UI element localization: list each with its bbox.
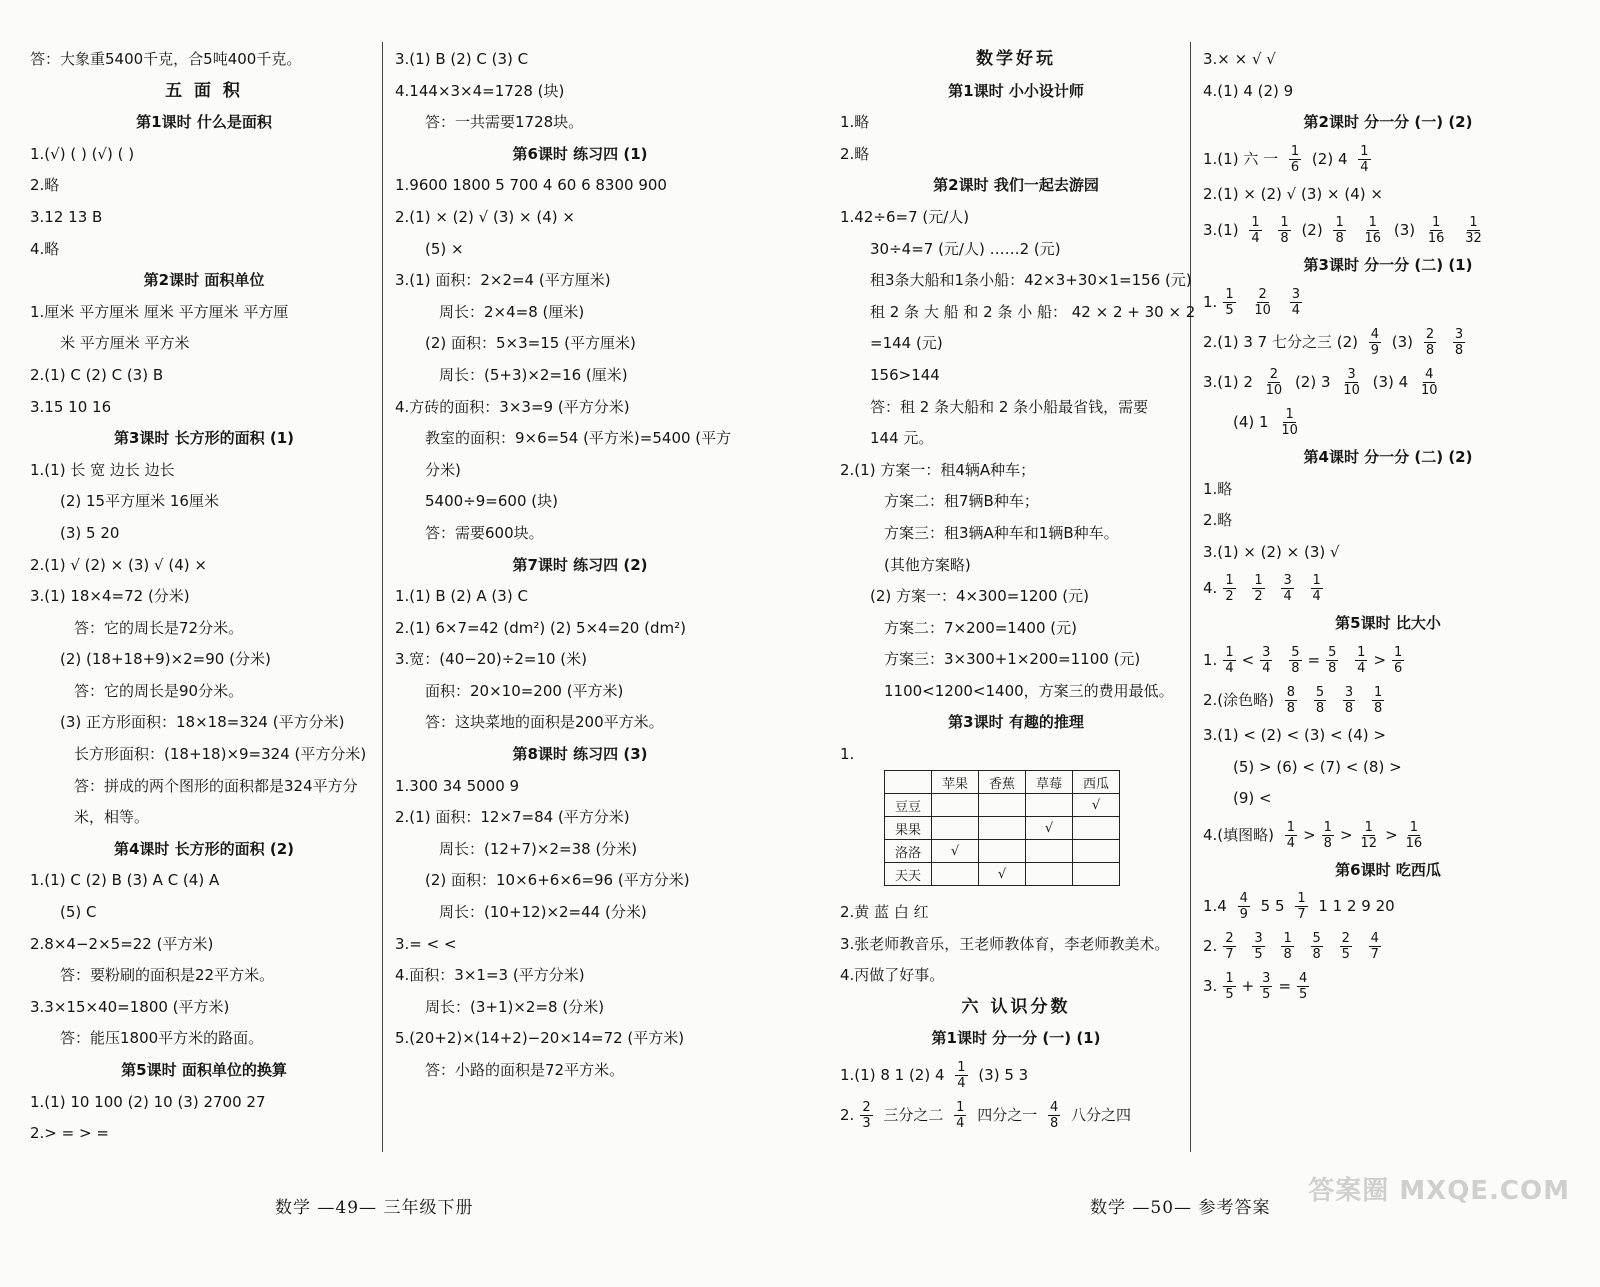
answer-line: (5) > (6) < (7) < (8) > [1233, 757, 1402, 776]
fraction: $\frac{5}{8}$ [1291, 644, 1300, 676]
fraction: $\frac{1}{5}$ [1225, 971, 1234, 1003]
table-header-cell: 西瓜 [1073, 771, 1120, 794]
answer-line: 1.42÷6=7 (元/人) [840, 207, 970, 226]
table-cell [1073, 863, 1120, 886]
fraction: $\frac{1}{32}$ [1465, 215, 1482, 247]
section-heading: 数学好玩 [976, 49, 1056, 69]
fraction: $\frac{3}{4}$ [1262, 644, 1271, 676]
section-heading: 第7课时 练习四 (2) [512, 555, 648, 574]
answer-line: 答：能压1800平方米的路面。 [60, 1029, 264, 1048]
section-heading: 第3课时 长方形的面积 (1) [113, 429, 295, 448]
answer-line: 1. $\frac{1}{4}$ < $\frac{3}{4}$ $\frac{5}{8}$ = $\frac{5}{8}$ $\frac{1}{4}$ > $\frac{1}{6}$ [1203, 644, 1403, 676]
answer-line: 3.15 10 16 [30, 397, 112, 416]
answer-line: 答：一共需要1728块。 [425, 113, 584, 132]
fraction: $\frac{4}{7}$ [1370, 931, 1379, 963]
fraction: $\frac{2}{8}$ [1425, 326, 1435, 358]
answer-line: 4.方砖的面积：3×3=9 (平方分米) [395, 397, 630, 416]
answer-line: 答：需要600块。 [425, 523, 544, 542]
answer-line: (4) 1 $\frac{1}{10}$ [1233, 406, 1298, 438]
answer-line: 答：它的周长是72分米。 [74, 618, 244, 637]
fraction: $\frac{1}{6}$ [1394, 644, 1403, 676]
answer-line: 长方形面积：(18+18)×9=324 (平方分米) [74, 745, 367, 764]
answer-line: 答：小路的面积是72平方米。 [425, 1061, 625, 1079]
table-cell [979, 794, 1026, 817]
answer-line: 1. [840, 745, 855, 764]
fraction: $\frac{1}{4}$ [1312, 573, 1321, 605]
column-3 [840, 44, 1196, 1135]
table-cell [932, 863, 979, 886]
section-heading: 第8课时 练习四 (3) [512, 745, 648, 764]
section-heading: 第2课时 分一分 (一) (2) [1303, 113, 1473, 132]
fraction: $\frac{1}{16}$ [1405, 819, 1423, 851]
answer-line: (2) 面积：5×3=15 (平方厘米) [425, 334, 636, 353]
answer-line: 答：租 2 条大船和 2 条小船最省钱，需要 [870, 397, 1149, 416]
answer-line: (其他方案略) [884, 555, 971, 574]
answer-line: 1.(1) 长 宽 边长 边长 [30, 460, 175, 479]
answer-line: 2.> = > = [30, 1124, 109, 1143]
section-heading: 第5课时 面积单位的换算 [121, 1061, 287, 1079]
table-cell: 天天 [885, 863, 932, 886]
answer-line: 4.面积：3×1=3 (平方分米) [395, 966, 585, 985]
table-cell: 果果 [885, 817, 932, 840]
logic-table [884, 770, 1120, 886]
fraction: $\frac{4}{9}$ [1370, 326, 1380, 358]
table-header-cell [885, 771, 932, 794]
table-cell [1073, 817, 1120, 840]
fraction: $\frac{5}{8}$ [1328, 644, 1337, 676]
fraction: $\frac{3}{5}$ [1262, 971, 1271, 1003]
answer-line: 3.(1) $\frac{1}{4}$ $\frac{1}{8}$ (2) $\frac{1}{8}$ $\frac{1}{16}$ (3) $\frac{1}{16}$ $\frac{1}{32}$ [1203, 215, 1482, 247]
answer-line: 方案三：3×300+1×200=1100 (元) [884, 650, 1141, 669]
answer-line: 2.(1) 方案一：租4辆A种车； [840, 460, 1036, 479]
table-cell [1026, 863, 1073, 886]
table-header-cell: 香蕉 [979, 771, 1026, 794]
fraction: $\frac{4}{9}$ [1239, 891, 1248, 923]
table-cell [979, 817, 1026, 840]
answer-line: (5) C [60, 903, 97, 922]
answer-line: 3.宽：(40−20)÷2=10 (米) [395, 650, 587, 669]
table-row [885, 794, 1120, 817]
footer-left: 数学 —49— 三年级下册 [275, 1198, 474, 1218]
fraction: $\frac{1}{4}$ [957, 1060, 966, 1091]
answer-line: 144 元。 [870, 429, 934, 448]
answer-line: 3.12 13 B [30, 207, 103, 226]
answer-line: 周长：(5+3)×2=16 (厘米) [439, 365, 628, 384]
table-header-cell: 草莓 [1026, 771, 1073, 794]
answer-line: 方案三：租3辆A种车和1辆B种车。 [884, 523, 1119, 542]
table-cell: 豆豆 [885, 794, 932, 817]
fraction: $\frac{1}{4}$ [1357, 644, 1366, 676]
answer-line: 1. $\frac{1}{5}$ $\frac{2}{10}$ $\frac{3}{4}$ [1203, 286, 1300, 318]
answer-line: 1.略 [1203, 479, 1233, 498]
table-row [885, 863, 1120, 886]
answer-line: 3.(1) 2 $\frac{2}{10}$ (2) 3 $\frac{3}{10}$ (3) 4 $\frac{4}{10}$ [1203, 366, 1438, 398]
fraction: $\frac{1}{5}$ [1225, 286, 1234, 318]
answer-line: (2) (18+18+9)×2=90 (分米) [60, 650, 271, 669]
answer-line: 3.(1) 18×4=72 (分米) [30, 587, 190, 606]
answer-line: 1.(1) 8 1 (2) 4 $\frac{1}{4}$ (3) 5 3 [840, 1060, 1029, 1091]
answer-line: 4. $\frac{1}{2}$ $\frac{1}{2}$ $\frac{3}{4}$ $\frac{1}{4}$ [1203, 573, 1321, 605]
answer-line: (2) 面积：10×6+6×6=96 (平方分米) [425, 871, 690, 890]
answer-line: 周长：(12+7)×2=38 (分米) [439, 839, 638, 858]
answer-line: 2. $\frac{2}{3}$ 三分之二 $\frac{1}{4}$ 四分之一 $\frac{4}{8}$ 八分之四 [840, 1100, 1132, 1131]
answer-line: 2. $\frac{2}{7}$ $\frac{3}{5}$ $\frac{1}{8}$ $\frac{5}{8}$ $\frac{2}{5}$ $\frac{4}{7}$ [1203, 931, 1379, 963]
answer-line: 3.(1) < (2) < (3) < (4) > [1203, 725, 1386, 744]
answer-line: 2.黄 蓝 白 红 [840, 903, 929, 922]
answer-line: (2) 15平方厘米 16厘米 [60, 492, 219, 511]
fraction: $\frac{1}{8}$ [1335, 215, 1344, 247]
fraction: $\frac{4}{10}$ [1420, 366, 1438, 398]
fraction: $\frac{1}{2}$ [1254, 573, 1263, 605]
answer-line: 2.(1) √ (2) × (3) √ (4) × [30, 555, 207, 574]
answer-line: 3.3×15×40=1800 (平方米) [30, 997, 230, 1016]
table-cell: √ [1026, 817, 1073, 840]
answer-line: 3.(1) B (2) C (3) C [395, 50, 529, 68]
answer-line: 米，相等。 [74, 808, 150, 827]
answer-line: 1.(1) C (2) B (3) A C (4) A [30, 871, 220, 890]
answer-line: 4.丙做了好事。 [840, 966, 945, 985]
answer-line: (2) 方案一：4×300=1200 (元) [870, 587, 1089, 606]
column-2 [395, 44, 765, 1087]
column-4 [1203, 44, 1573, 1006]
fraction: $\frac{1}{10}$ [1281, 406, 1298, 438]
section-heading: 第4课时 分一分 (二) (2) [1303, 447, 1473, 466]
fraction: $\frac{8}{8}$ [1286, 684, 1296, 716]
fraction: $\frac{1}{12}$ [1360, 819, 1378, 851]
table-cell [1073, 840, 1120, 863]
column-divider-left [382, 42, 383, 1152]
section-heading: 第1课时 分一分 (一) (1) [931, 1029, 1101, 1048]
answer-line: 答：拼成的两个图形的面积都是324平方分 [74, 776, 358, 795]
fraction: $\frac{1}{2}$ [1225, 573, 1234, 605]
fraction: $\frac{1}{8}$ [1373, 684, 1383, 716]
fraction: $\frac{2}{10}$ [1265, 366, 1283, 398]
fraction: $\frac{2}{5}$ [1341, 931, 1350, 963]
answer-line: 周长：(3+1)×2=8 (分米) [425, 997, 605, 1016]
fraction: $\frac{2}{7}$ [1225, 931, 1234, 963]
answer-line: 2.(1) 6×7=42 (dm²) (2) 5×4=20 (dm²) [395, 618, 686, 637]
answer-line: 1100<1200<1400，方案三的费用最低。 [884, 681, 1174, 700]
table-cell: √ [1073, 794, 1120, 817]
answer-line: 3. $\frac{1}{5}$ + $\frac{3}{5}$ = $\frac{4}{5}$ [1203, 971, 1308, 1003]
section-heading: 第3课时 分一分 (二) (1) [1303, 256, 1473, 275]
answer-line: (3) 正方形面积：18×18=324 (平方分米) [60, 713, 345, 732]
answer-line: 2.(1) 3 7 七分之三 (2) $\frac{4}{9}$ (3) $\frac{2}{8}$ $\frac{3}{8}$ [1203, 326, 1464, 358]
section-heading: 第2课时 面积单位 [143, 271, 265, 290]
fraction: $\frac{3}{10}$ [1343, 366, 1360, 398]
answer-line: 2.(1) C (2) C (3) B [30, 365, 164, 384]
fraction: $\frac{1}{8}$ [1283, 931, 1292, 963]
section-heading: 第6课时 练习四 (1) [512, 144, 648, 163]
answer-line: 1.4 $\frac{4}{9}$ 5 5 $\frac{1}{7}$ 1 1 2 9 20 [1203, 891, 1395, 923]
answer-line: 4.(1) 4 (2) 9 [1203, 81, 1294, 100]
answer-line: 3.(1) 面积：2×2=4 (平方厘米) [395, 271, 611, 290]
answer-line: 答：要粉刷的面积是22平方米。 [60, 966, 275, 985]
answer-line: 周长：2×4=8 (厘米) [439, 302, 585, 321]
table-cell: √ [932, 840, 979, 863]
fraction: $\frac{3}{8}$ [1344, 684, 1354, 716]
answer-line: 2.(涂色略) $\frac{8}{8}$ $\frac{5}{8}$ $\frac{3}{8}$ $\frac{1}{8}$ [1203, 684, 1383, 716]
table-cell [1026, 840, 1073, 863]
table-cell [932, 794, 979, 817]
answer-line: 租 2 条 大 船 和 2 条 小 船： 42 × 2 + 30 × 2 [870, 302, 1196, 321]
section-heading: 第1课时 什么是面积 [136, 113, 272, 132]
fraction: $\frac{1}{4}$ [1225, 644, 1234, 676]
answer-line: 3.张老师教音乐，王老师教体育，李老师教美术。 [840, 934, 1170, 953]
answer-line: (9) < [1233, 789, 1272, 808]
answer-line: 4.144×3×4=1728 (块) [395, 81, 565, 100]
answer-line: 租3条大船和1条小船：42×3+30×1=156 (元) [870, 271, 1192, 290]
table-cell [932, 817, 979, 840]
table-cell: 洛洛 [885, 840, 932, 863]
fraction: $\frac{2}{3}$ [862, 1100, 871, 1131]
answer-line: 1.(√) ( ) (√) ( ) [30, 144, 135, 163]
answer-line: 答：大象重5400千克，合5吨400千克。 [30, 50, 302, 68]
answer-line: 4.略 [30, 239, 60, 258]
answer-line: 教室的面积：9×6=54 (平方米)=5400 (平方 [425, 429, 732, 448]
fraction: $\frac{5}{8}$ [1315, 684, 1325, 716]
answer-line: 方案二：租7辆B种车； [884, 492, 1039, 511]
fraction: $\frac{1}{8}$ [1323, 819, 1332, 851]
fraction: $\frac{1}{6}$ [1290, 143, 1300, 175]
answer-line: 1.(1) 10 100 (2) 10 (3) 2700 27 [30, 1092, 266, 1111]
watermark-logo: 答案圈 MXQE.COM [1308, 1176, 1570, 1206]
answer-line: 5400÷9=600 (块) [425, 492, 558, 511]
answer-line: 1.略 [840, 113, 870, 132]
section-heading: 第1课时 小小设计师 [948, 81, 1084, 100]
answer-line: 2.略 [840, 144, 870, 163]
answer-line: 30÷4=7 (元/人) ……2 (元) [870, 239, 1061, 258]
section-heading: 第6课时 吃西瓜 [1335, 860, 1441, 879]
section-heading: 第4课时 长方形的面积 (2) [113, 839, 295, 858]
fraction: $\frac{1}{4}$ [1251, 215, 1260, 247]
table-cell [979, 840, 1026, 863]
fraction: $\frac{3}{5}$ [1254, 931, 1263, 963]
answer-line: 1.300 34 5000 9 [395, 776, 520, 795]
answer-line: 面积：20×10=200 (平方米) [425, 681, 624, 700]
table-row [885, 840, 1120, 863]
fraction: $\frac{4}{8}$ [1049, 1100, 1059, 1131]
section-heading: 五 面 积 [165, 80, 243, 101]
section-heading: 第2课时 我们一起去游园 [933, 176, 1099, 195]
answer-line: (5) × [425, 239, 464, 258]
table-cell [1026, 794, 1073, 817]
answer-line: 2.(1) 面积：12×7=84 (平方分米) [395, 808, 630, 827]
fraction: $\frac{3}{4}$ [1283, 573, 1292, 605]
section-heading: 第5课时 比大小 [1335, 614, 1441, 633]
answer-line: 分米) [425, 460, 461, 479]
answer-line: (3) 5 20 [60, 523, 120, 542]
answer-line: 1.(1) B (2) A (3) C [395, 587, 528, 606]
answer-line: 2.略 [1203, 511, 1233, 530]
fraction: $\frac{1}{16}$ [1364, 215, 1382, 247]
answer-line: 2.(1) × (2) √ (3) × (4) × [395, 207, 575, 226]
answer-line: 3.= < < [395, 934, 457, 953]
footer-right: 数学 —50— 参考答案 [1090, 1198, 1271, 1218]
answer-line: 答：这块菜地的面积是200平方米。 [425, 713, 664, 732]
answer-line: 3.(1) × (2) × (3) √ [1203, 542, 1340, 561]
section-heading: 六 认识分数 [961, 996, 1071, 1017]
answer-line: 5.(20+2)×(14+2)−20×14=72 (平方米) [395, 1029, 685, 1048]
table-cell: √ [979, 863, 1026, 886]
answer-line: 2.(1) × (2) √ (3) × (4) × [1203, 184, 1383, 203]
fraction: $\frac{1}{8}$ [1280, 215, 1289, 247]
answer-line: 方案二：7×200=1400 (元) [884, 618, 1077, 637]
answer-line: 米 平方厘米 平方米 [60, 334, 190, 353]
table-header-row [885, 771, 1120, 794]
answer-line: 156>144 [870, 365, 940, 384]
table-row [885, 817, 1120, 840]
section-heading: 第3课时 有趣的推理 [948, 713, 1084, 732]
fraction: $\frac{1}{4}$ [1286, 819, 1296, 851]
fraction: $\frac{3}{4}$ [1291, 286, 1300, 318]
column-1 [30, 44, 378, 1150]
logic-table-wrap [884, 770, 1120, 886]
answer-line: 2.8×4−2×5=22 (平方米) [30, 934, 214, 953]
answer-line: 2.略 [30, 176, 60, 195]
answer-line: 答：它的周长是90分米。 [74, 681, 244, 700]
fraction: $\frac{1}{4}$ [1360, 143, 1369, 175]
answer-line: =144 (元) [870, 334, 943, 353]
table-header-cell: 苹果 [932, 771, 979, 794]
fraction: $\frac{2}{10}$ [1254, 286, 1271, 318]
fraction: $\frac{1}{16}$ [1427, 215, 1445, 247]
fraction: $\frac{1}{4}$ [956, 1100, 965, 1131]
answer-line: 1.厘米 平方厘米 厘米 平方厘米 平方厘 [30, 302, 289, 321]
answer-line: 周长：(10+12)×2=44 (分米) [439, 903, 647, 922]
fraction: $\frac{5}{8}$ [1312, 931, 1321, 963]
answer-line: 4.(填图略) $\frac{1}{4}$ > $\frac{1}{8}$ > $\frac{1}{12}$ > $\frac{1}{16}$ [1203, 819, 1423, 851]
fraction: $\frac{4}{5}$ [1299, 971, 1308, 1003]
fraction: $\frac{1}{7}$ [1297, 891, 1306, 923]
fraction: $\frac{3}{8}$ [1454, 326, 1464, 358]
answer-line: 3.× × √ √ [1203, 50, 1276, 68]
answer-line: 1.9600 1800 5 700 4 60 6 8300 900 [395, 176, 667, 195]
answer-line: 1.(1) 六 一 $\frac{1}{6}$ (2) 4 $\frac{1}{4}$ [1203, 143, 1369, 175]
